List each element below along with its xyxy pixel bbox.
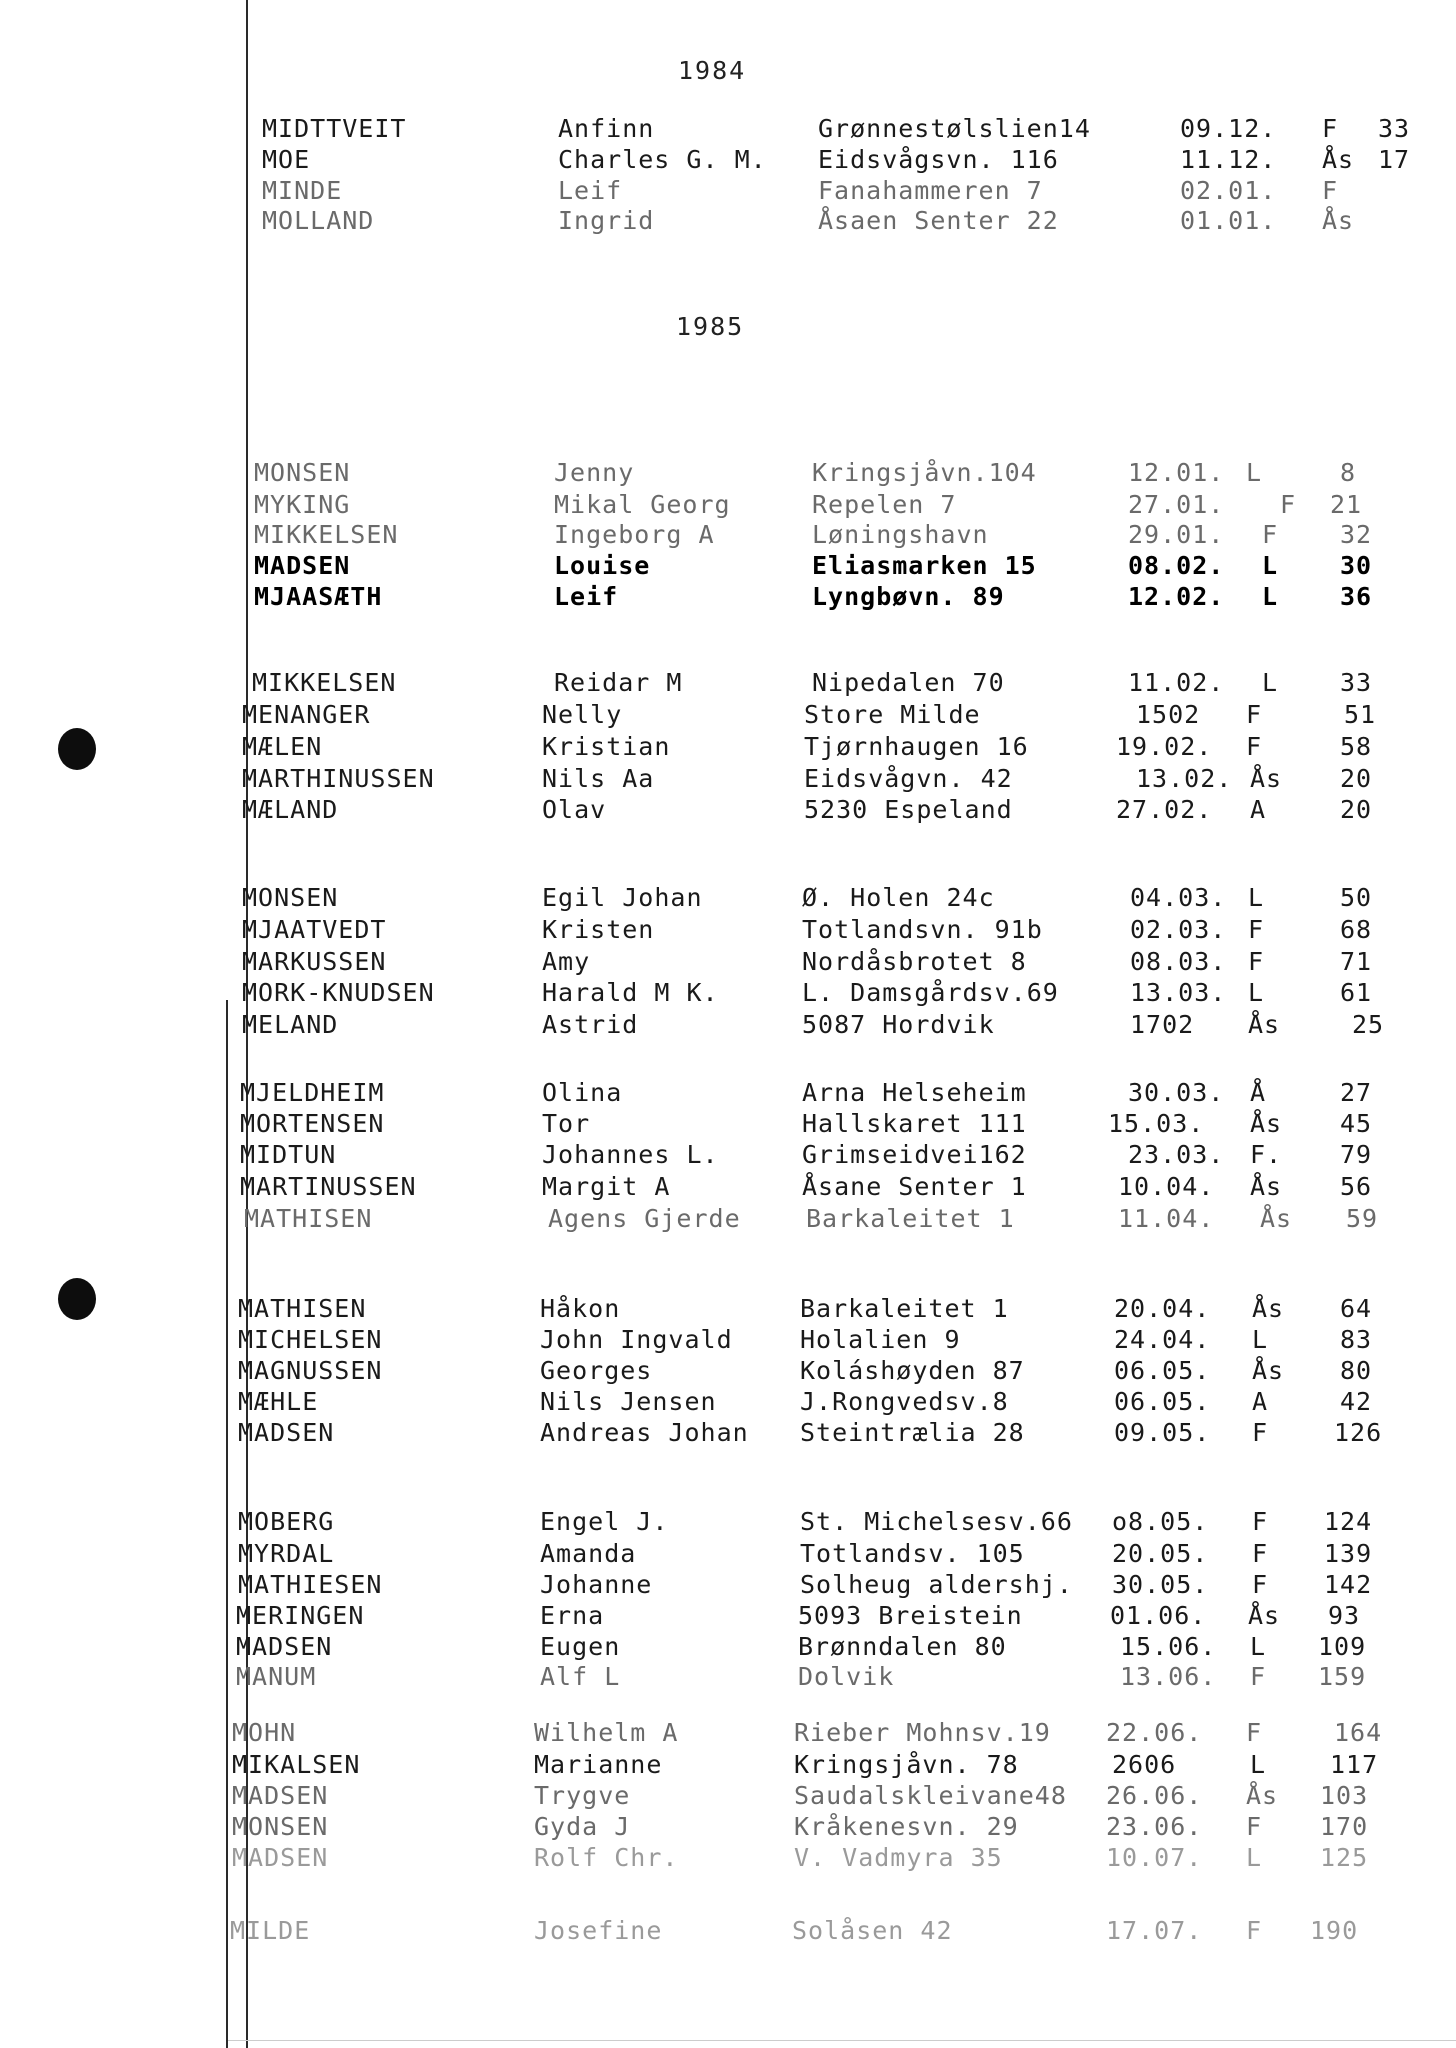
entry-surname: MARTHINUSSEN [242, 764, 435, 793]
entry-given-name: Reidar M [554, 668, 683, 697]
entry-code: Ås [1252, 1294, 1285, 1323]
entry-surname: MADSEN [254, 551, 351, 580]
entry-number: 59 [1346, 1204, 1379, 1233]
entry-given-name: Nils Aa [542, 764, 655, 793]
entry-number: 20 [1340, 764, 1373, 793]
entry-given-name: Trygve [534, 1781, 631, 1810]
entry-code: L [1246, 458, 1263, 487]
entry-address: Eidsvågsvn. 116 [818, 145, 1059, 174]
entry-surname: MYKING [254, 490, 351, 519]
entry-number: 32 [1340, 520, 1373, 549]
entry-number: 93 [1328, 1601, 1361, 1630]
entry-date: 1702 [1130, 1010, 1195, 1039]
entry-date: 01.06. [1110, 1601, 1207, 1630]
entry-surname: MARKUSSEN [242, 947, 387, 976]
entry-code: L [1262, 582, 1279, 611]
entry-code: Ås [1322, 145, 1355, 174]
entry-address: Holalien 9 [800, 1325, 961, 1354]
entry-number: 56 [1340, 1172, 1373, 1201]
entry-number: 125 [1320, 1843, 1369, 1872]
entry-number: 103 [1320, 1781, 1369, 1810]
entry-code: F [1252, 1418, 1269, 1447]
entry-address: Lyngbøvn. 89 [812, 582, 1005, 611]
entry-address: Solåsen 42 [792, 1916, 953, 1945]
entry-surname: MÆLEN [242, 732, 323, 761]
entry-given-name: Astrid [542, 1010, 639, 1039]
entry-given-name: Alf L [540, 1662, 621, 1691]
entry-address: Kråkenesvn. 29 [794, 1812, 1019, 1841]
entry-address: Hallskaret 111 [802, 1109, 1027, 1138]
entry-date: 27.02. [1116, 795, 1213, 824]
entry-date: 26.06. [1106, 1781, 1203, 1810]
entry-given-name: Rolf Chr. [534, 1843, 679, 1872]
entry-date: 12.01. [1128, 458, 1225, 487]
entry-given-name: Ingrid [558, 206, 655, 235]
entry-given-name: Leif [558, 176, 623, 205]
entry-surname: MATHISEN [238, 1294, 367, 1323]
entry-code: Ås [1250, 764, 1283, 793]
entry-number: 117 [1330, 1750, 1379, 1779]
entry-date: 11.04. [1118, 1204, 1215, 1233]
entry-given-name: Mikal Georg [554, 490, 731, 519]
entry-surname: MILDE [230, 1916, 311, 1945]
entry-code: L [1248, 978, 1265, 1007]
year-heading-1984: 1984 [678, 56, 747, 85]
entry-given-name: Andreas Johan [540, 1418, 749, 1447]
margin-line-lower [226, 1000, 228, 2048]
entry-given-name: Georges [540, 1356, 653, 1385]
entry-date: 13.03. [1130, 978, 1227, 1007]
entry-code: L [1262, 551, 1279, 580]
entry-number: 109 [1318, 1632, 1367, 1661]
entry-date: 08.03. [1130, 947, 1227, 976]
entry-date: 23.03. [1128, 1140, 1225, 1169]
entry-surname: MIKKELSEN [254, 520, 399, 549]
entry-code: F [1246, 1718, 1263, 1747]
entry-address: Store Milde [804, 700, 981, 729]
entry-date: 10.07. [1106, 1843, 1203, 1872]
entry-date: 09.12. [1180, 114, 1277, 143]
entry-code: L [1246, 1843, 1263, 1872]
entry-address: Nordåsbrotet 8 [802, 947, 1027, 976]
entry-number: 139 [1324, 1539, 1373, 1568]
entry-date: 17.07. [1106, 1916, 1203, 1945]
entry-code: Ås [1250, 1172, 1283, 1201]
entry-surname: MADSEN [236, 1632, 333, 1661]
entry-number: 142 [1324, 1570, 1373, 1599]
entry-code: F [1252, 1539, 1269, 1568]
entry-given-name: Egil Johan [542, 883, 703, 912]
entry-date: 30.03. [1128, 1078, 1225, 1107]
entry-surname: MIDTUN [240, 1140, 337, 1169]
entry-address: Totlandsvn. 91b [802, 915, 1043, 944]
entry-surname: MJAATVEDT [242, 915, 387, 944]
entry-given-name: Leif [554, 582, 619, 611]
entry-address: Tjørnhaugen 16 [804, 732, 1029, 761]
entry-number: 124 [1324, 1507, 1373, 1536]
entry-address: Koláshøyden 87 [800, 1356, 1025, 1385]
entry-date: 20.04. [1114, 1294, 1211, 1323]
entry-code: F [1248, 947, 1265, 976]
entry-given-name: Amanda [540, 1539, 637, 1568]
entry-address: Åsaen Senter 22 [818, 206, 1059, 235]
entry-surname: MÆHLE [238, 1387, 319, 1416]
entry-surname: MATHISEN [244, 1204, 373, 1233]
entry-number: 71 [1340, 947, 1373, 976]
entry-date: 02.01. [1180, 176, 1277, 205]
entry-number: 33 [1340, 668, 1373, 697]
entry-address: L. Damsgårdsv.69 [802, 978, 1059, 1007]
entry-surname: MIKKELSEN [252, 668, 397, 697]
entry-given-name: Ingeborg A [554, 520, 715, 549]
entry-address: Eidsvågvn. 42 [804, 764, 1013, 793]
entry-given-name: John Ingvald [540, 1325, 733, 1354]
entry-given-name: Harald M K. [542, 978, 719, 1007]
entry-address: Steintrælia 28 [800, 1418, 1025, 1447]
entry-address: Kringsjåvn. 78 [794, 1750, 1019, 1779]
entry-number: 30 [1340, 551, 1373, 580]
entry-code: Ås [1252, 1356, 1285, 1385]
entry-address: Saudalskleivane48 [794, 1781, 1067, 1810]
entry-date: 24.04. [1114, 1325, 1211, 1354]
entry-given-name: Margit A [542, 1172, 671, 1201]
entry-date: 09.05. [1114, 1418, 1211, 1447]
entry-number: 83 [1340, 1325, 1373, 1354]
entry-given-name: Olina [542, 1078, 623, 1107]
entry-number: 27 [1340, 1078, 1373, 1107]
entry-address: 5230 Espeland [804, 795, 1013, 824]
entry-address: Grønnestølslien14 [818, 114, 1091, 143]
entry-date: 1502 [1136, 700, 1201, 729]
entry-date: 15.06. [1120, 1632, 1217, 1661]
entry-code: F [1246, 700, 1263, 729]
entry-given-name: Amy [542, 947, 591, 976]
entry-date: 2606 [1112, 1750, 1177, 1779]
entry-date: 22.06. [1106, 1718, 1203, 1747]
entry-address: Nipedalen 70 [812, 668, 1005, 697]
entry-address: St. Michelsesv.66 [800, 1507, 1073, 1536]
entry-date: 11.02. [1128, 668, 1225, 697]
entry-surname: MONSEN [232, 1812, 329, 1841]
entry-date: 02.03. [1130, 915, 1227, 944]
entry-date: 20.05. [1112, 1539, 1209, 1568]
entry-address: Kringsjåvn.104 [812, 458, 1037, 487]
entry-number: 50 [1340, 883, 1373, 912]
entry-date: 19.02. [1116, 732, 1213, 761]
entry-given-name: Erna [540, 1601, 605, 1630]
bottom-rule [228, 2040, 1456, 2041]
entry-given-name: Johanne [540, 1570, 653, 1599]
entry-number: 61 [1340, 978, 1373, 1007]
entry-surname: MYRDAL [238, 1539, 335, 1568]
entry-address: Dolvik [798, 1662, 895, 1691]
entry-surname: MICHELSEN [238, 1325, 383, 1354]
entry-code: Å [1250, 1078, 1267, 1107]
entry-given-name: Louise [554, 551, 651, 580]
entry-surname: MAGNUSSEN [238, 1356, 383, 1385]
entry-code: F [1280, 490, 1297, 519]
entry-surname: MIDTTVEIT [262, 114, 407, 143]
entry-number: 159 [1318, 1662, 1367, 1691]
entry-code: L [1250, 1750, 1267, 1779]
entry-given-name: Wilhelm A [534, 1718, 679, 1747]
entry-surname: MORK-KNUDSEN [242, 978, 435, 1007]
entry-given-name: Gyda J [534, 1812, 631, 1841]
entry-surname: MANUM [236, 1662, 317, 1691]
entry-number: 170 [1320, 1812, 1369, 1841]
entry-number: 68 [1340, 915, 1373, 944]
entry-code: F [1246, 732, 1263, 761]
entry-date: 01.01. [1180, 206, 1277, 235]
entry-surname: MARTINUSSEN [240, 1172, 417, 1201]
entry-number: 64 [1340, 1294, 1373, 1323]
entry-given-name: Kristian [542, 732, 671, 761]
entry-date: 13.02. [1136, 764, 1233, 793]
entry-given-name: Johannes L. [542, 1140, 719, 1169]
entry-surname: MORTENSEN [240, 1109, 385, 1138]
entry-surname: MOHN [232, 1718, 297, 1747]
entry-number: 80 [1340, 1356, 1373, 1385]
entry-code: L [1262, 668, 1279, 697]
entry-given-name: Jenny [554, 458, 635, 487]
entry-code: F [1246, 1916, 1263, 1945]
entry-date: 29.01. [1128, 520, 1225, 549]
entry-date: 06.05. [1114, 1356, 1211, 1385]
entry-address: Totlandsv. 105 [800, 1539, 1025, 1568]
entry-surname: MJAASÆTH [254, 582, 383, 611]
entry-number: 21 [1330, 490, 1363, 519]
entry-code: F [1262, 520, 1279, 549]
entry-code: Ås [1248, 1601, 1281, 1630]
entry-address: Barkaleitet 1 [800, 1294, 1009, 1323]
entry-date: 13.06. [1120, 1662, 1217, 1691]
entry-code: F [1252, 1570, 1269, 1599]
entry-address: Brønndalen 80 [798, 1632, 1007, 1661]
entry-address: Solheug aldershj. [800, 1570, 1073, 1599]
entry-surname: MIKALSEN [232, 1750, 361, 1779]
entry-surname: MADSEN [232, 1781, 329, 1810]
entry-code: F [1246, 1812, 1263, 1841]
entry-number: 58 [1340, 732, 1373, 761]
entry-date: 15.03. [1108, 1109, 1205, 1138]
entry-address: Rieber Mohnsv.19 [794, 1718, 1051, 1747]
entry-number: 17 [1378, 145, 1411, 174]
entry-address: Fanahammeren 7 [818, 176, 1043, 205]
entry-given-name: Charles G. M. [558, 145, 767, 174]
entry-given-name: Nils Jensen [540, 1387, 717, 1416]
entry-code: L [1252, 1325, 1269, 1354]
entry-number: 36 [1340, 582, 1373, 611]
entry-code: L [1250, 1632, 1267, 1661]
entry-surname: MÆLAND [242, 795, 339, 824]
entry-address: V. Vadmyra 35 [794, 1843, 1003, 1872]
entry-date: o8.05. [1112, 1507, 1209, 1536]
entry-number: 25 [1352, 1010, 1385, 1039]
entry-address: Barkaleitet 1 [806, 1204, 1015, 1233]
entry-address: Ø. Holen 24c [802, 883, 995, 912]
entry-given-name: Anfinn [558, 114, 655, 143]
year-heading-1985: 1985 [676, 312, 745, 341]
entry-date: 30.05. [1112, 1570, 1209, 1599]
entry-address: Eliasmarken 15 [812, 551, 1037, 580]
entry-address: 5093 Breistein [798, 1601, 1023, 1630]
entry-given-name: Engel J. [540, 1507, 669, 1536]
entry-surname: MOBERG [238, 1507, 335, 1536]
entry-address: J.Rongvedsv.8 [800, 1387, 1009, 1416]
entry-code: F [1322, 114, 1339, 143]
entry-code: F [1248, 915, 1265, 944]
entry-given-name: Agens Gjerde [548, 1204, 741, 1233]
entry-number: 33 [1378, 114, 1411, 143]
entry-address: Løningshavn [812, 520, 989, 549]
entry-surname: MJELDHEIM [240, 1078, 385, 1107]
entry-number: 126 [1334, 1418, 1383, 1447]
entry-surname: MATHIESEN [238, 1570, 383, 1599]
entry-surname: MOLLAND [262, 206, 375, 235]
entry-address: Grimseidvei162 [802, 1140, 1027, 1169]
entry-surname: MOE [262, 145, 311, 174]
entry-surname: MINDE [262, 176, 343, 205]
entry-given-name: Josefine [534, 1916, 663, 1945]
entry-given-name: Eugen [540, 1632, 621, 1661]
entry-code: A [1252, 1387, 1269, 1416]
entry-address: Repelen 7 [812, 490, 957, 519]
entry-date: 12.02. [1128, 582, 1225, 611]
entry-code: A [1250, 795, 1267, 824]
entry-number: 79 [1340, 1140, 1373, 1169]
punch-hole-bottom [58, 1278, 96, 1320]
entry-date: 04.03. [1130, 883, 1227, 912]
entry-code: L [1248, 883, 1265, 912]
entry-date: 08.02. [1128, 551, 1225, 580]
entry-address: 5087 Hordvik [802, 1010, 995, 1039]
entry-code: Ås [1248, 1010, 1281, 1039]
entry-code: F [1322, 176, 1339, 205]
entry-surname: MADSEN [232, 1843, 329, 1872]
entry-given-name: Marianne [534, 1750, 663, 1779]
entry-address: Åsane Senter 1 [802, 1172, 1027, 1201]
entry-date: 06.05. [1114, 1387, 1211, 1416]
entry-code: Ås [1246, 1781, 1279, 1810]
entry-code: Ås [1260, 1204, 1293, 1233]
entry-surname: MENANGER [242, 700, 371, 729]
entry-code: F. [1250, 1140, 1283, 1169]
entry-date: 27.01. [1128, 490, 1225, 519]
entry-surname: MONSEN [254, 458, 351, 487]
entry-date: 23.06. [1106, 1812, 1203, 1841]
entry-code: F [1252, 1507, 1269, 1536]
entry-number: 42 [1340, 1387, 1373, 1416]
entry-code: F [1250, 1662, 1267, 1691]
entry-given-name: Olav [542, 795, 607, 824]
entry-number: 51 [1344, 700, 1377, 729]
entry-surname: MADSEN [238, 1418, 335, 1447]
entry-surname: MELAND [242, 1010, 339, 1039]
entry-address: Arna Helseheim [802, 1078, 1027, 1107]
entry-date: 10.04. [1118, 1172, 1215, 1201]
entry-surname: MERINGEN [236, 1601, 365, 1630]
entry-number: 20 [1340, 795, 1373, 824]
entry-number: 45 [1340, 1109, 1373, 1138]
entry-number: 190 [1310, 1916, 1359, 1945]
entry-given-name: Håkon [540, 1294, 621, 1323]
entry-given-name: Tor [542, 1109, 591, 1138]
entry-code: Ås [1322, 206, 1355, 235]
punch-hole-top [58, 728, 96, 770]
entry-code: Ås [1250, 1109, 1283, 1138]
entry-given-name: Kristen [542, 915, 655, 944]
entry-given-name: Nelly [542, 700, 623, 729]
entry-surname: MONSEN [242, 883, 339, 912]
entry-date: 11.12. [1180, 145, 1277, 174]
entry-number: 164 [1334, 1718, 1383, 1747]
entry-number: 8 [1340, 458, 1357, 487]
